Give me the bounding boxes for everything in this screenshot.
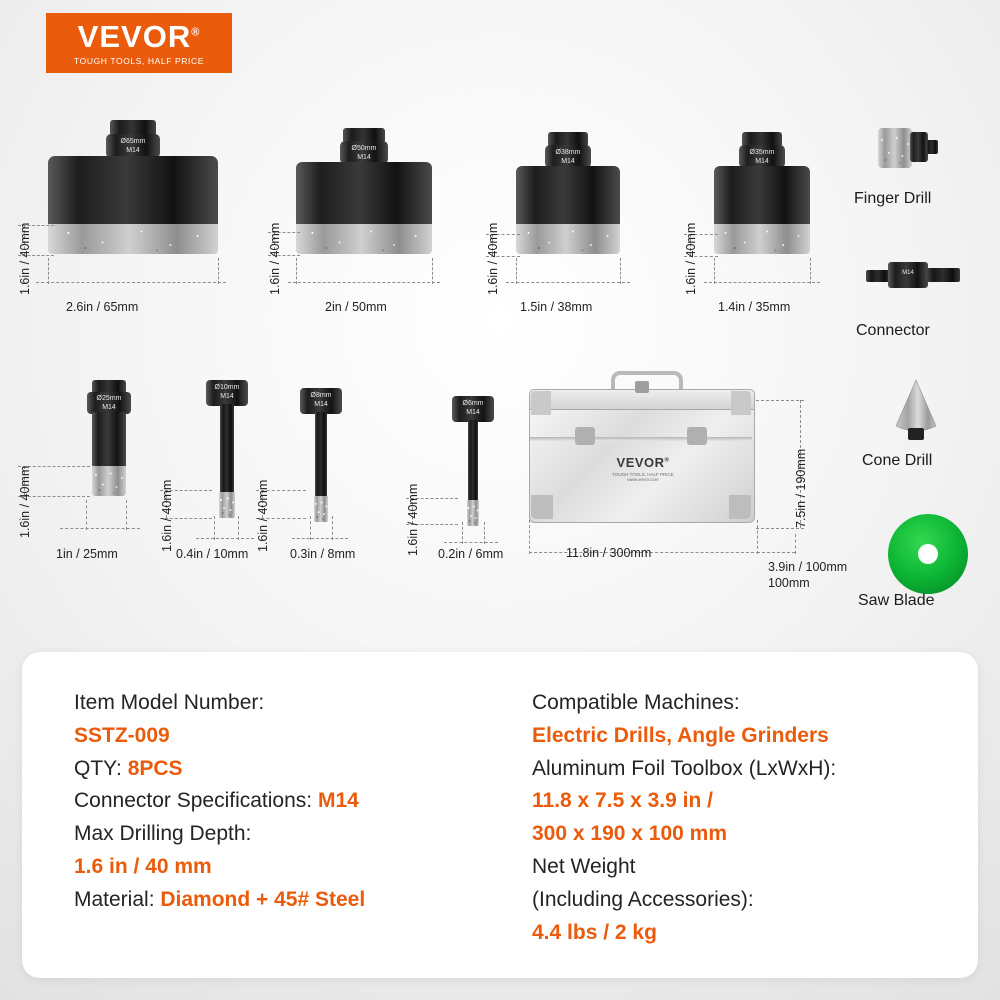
vevor-logo (46, 13, 232, 73)
core-bit-65mm (48, 120, 218, 260)
bit-cap-label: Ø8mm (310, 392, 332, 399)
diameter-label-10mm: 0.4in / 10mm (176, 547, 249, 561)
bit-thread-label: M14 (102, 404, 116, 411)
connector-thread-label: M14 (902, 270, 914, 276)
spec-label: Material: (74, 887, 161, 911)
spec-label: Compatible Machines: (532, 691, 740, 714)
spec-value: Electric Drills, Angle Grinders (532, 723, 829, 747)
spec-card (22, 652, 978, 978)
spec-value: 4.4 lbs / 2 kg (532, 920, 657, 944)
toolbox-tagline: TOUGH TOOLS, HALF PRICE (612, 472, 674, 477)
depth-label-65mm: 1.6in / 40mm (18, 222, 32, 295)
spec-value: 300 x 190 x 100 mm (532, 822, 727, 846)
spec-row (74, 819, 504, 849)
bit-thread-label: M14 (466, 409, 480, 416)
spec-row (532, 918, 962, 948)
bit-cap-label: Ø65mm (120, 138, 146, 145)
saw-blade-label: Saw Blade (858, 592, 935, 609)
spec-row (532, 786, 962, 816)
core-bit-25mm (86, 380, 132, 520)
depth-label-38mm: 1.6in / 40mm (486, 222, 500, 295)
bit-cap-label: Ø38mm (555, 149, 581, 156)
toolbox-site: www.vevor.com (627, 477, 659, 482)
spec-label: Net Weight (532, 855, 636, 879)
toolbox-depth-label-2: 100mm (768, 576, 810, 590)
core-bit-6mm (452, 396, 494, 546)
finger-drill (878, 122, 938, 178)
spec-label: (Including Accessories): (532, 887, 754, 911)
core-bit-35mm (714, 132, 810, 260)
spec-value: 1.6 in / 40 mm (74, 855, 212, 879)
connector-label: Connector (856, 322, 930, 339)
spec-row (532, 819, 962, 849)
connector (866, 258, 960, 292)
bit-cap-label: Ø35mm (749, 149, 775, 156)
diameter-label-50mm: 2in / 50mm (325, 300, 387, 314)
spec-row (532, 721, 962, 751)
spec-value: 11.8 x 7.5 x 3.9 in / (532, 789, 713, 813)
bit-cap-label: Ø10mm (214, 384, 240, 391)
aluminum-toolbox (529, 383, 753, 533)
core-bit-38mm (516, 132, 620, 260)
spec-value: Diamond + 45# Steel (160, 887, 366, 911)
core-bit-8mm (300, 388, 342, 538)
spec-label: Connector Specifications: (74, 789, 318, 813)
depth-label-8mm: 1.6in / 40mm (256, 479, 270, 552)
spec-value: 8PCS (127, 756, 183, 780)
spec-label: Aluminum Foil Toolbox (LxWxH): (532, 756, 837, 780)
diameter-label-8mm: 0.3in / 8mm (290, 547, 356, 561)
spec-row (532, 852, 962, 882)
toolbox-depth-label: 3.9in / 100mm (768, 560, 848, 574)
logo-wordmark: VEVOR® (77, 18, 201, 54)
spec-label: QTY: (74, 756, 128, 780)
diameter-label-25mm: 1in / 25mm (56, 547, 118, 561)
depth-label-35mm: 1.6in / 40mm (684, 222, 698, 295)
depth-label-25mm: 1.6in / 40mm (18, 465, 32, 538)
spec-column-left (74, 688, 504, 918)
spec-row (532, 754, 962, 784)
saw-blade (886, 512, 970, 596)
depth-label-10mm: 1.6in / 40mm (160, 479, 174, 552)
bit-thread-label: M14 (561, 158, 575, 165)
spec-row (74, 754, 504, 784)
spec-row (532, 885, 962, 915)
cone-drill-shape (886, 378, 946, 444)
cone-drill-label: Cone Drill (862, 452, 933, 469)
diameter-label-6mm: 0.2in / 6mm (438, 547, 504, 561)
bit-thread-label: M14 (220, 393, 234, 400)
spec-row (74, 721, 504, 751)
spec-row (74, 786, 504, 816)
core-bit-10mm (206, 380, 248, 530)
bit-thread-label: M14 (357, 154, 371, 161)
bit-thread-label: M14 (755, 158, 769, 165)
spec-row (532, 688, 962, 718)
spec-column-right (532, 688, 962, 951)
depth-label-6mm: 1.6in / 40mm (406, 483, 420, 556)
saw-blade-shape (886, 512, 970, 596)
toolbox-length-label: 11.8in / 300mm (566, 546, 652, 560)
spec-label: Max Drilling Depth: (74, 822, 252, 846)
depth-label-50mm: 1.6in / 40mm (268, 222, 282, 295)
bit-thread-label: M14 (314, 401, 328, 408)
core-bit-50mm (296, 128, 432, 260)
spec-row (74, 688, 504, 718)
spec-value: SSTZ-009 (74, 723, 170, 747)
spec-row (74, 885, 504, 915)
bit-cap-label: Ø50mm (351, 145, 377, 152)
spec-value: M14 (317, 789, 359, 813)
diameter-label-65mm: 2.6in / 65mm (66, 300, 139, 314)
cone-drill (886, 378, 946, 444)
bit-cap-label: Ø6mm (462, 400, 484, 407)
bit-thread-label: M14 (126, 147, 140, 154)
toolbox-brand: VEVOR® (616, 455, 670, 470)
spec-label: Item Model Number: (74, 691, 265, 714)
bit-cap-label: Ø25mm (96, 395, 122, 402)
diameter-label-35mm: 1.4in / 35mm (718, 300, 791, 314)
finger-drill-label: Finger Drill (854, 190, 932, 207)
logo-tagline: TOUGH TOOLS, HALF PRICE (74, 55, 204, 66)
diameter-label-38mm: 1.5in / 38mm (520, 300, 593, 314)
toolbox-height-label: 7.5in / 190mm (794, 448, 808, 528)
spec-row (74, 852, 504, 882)
